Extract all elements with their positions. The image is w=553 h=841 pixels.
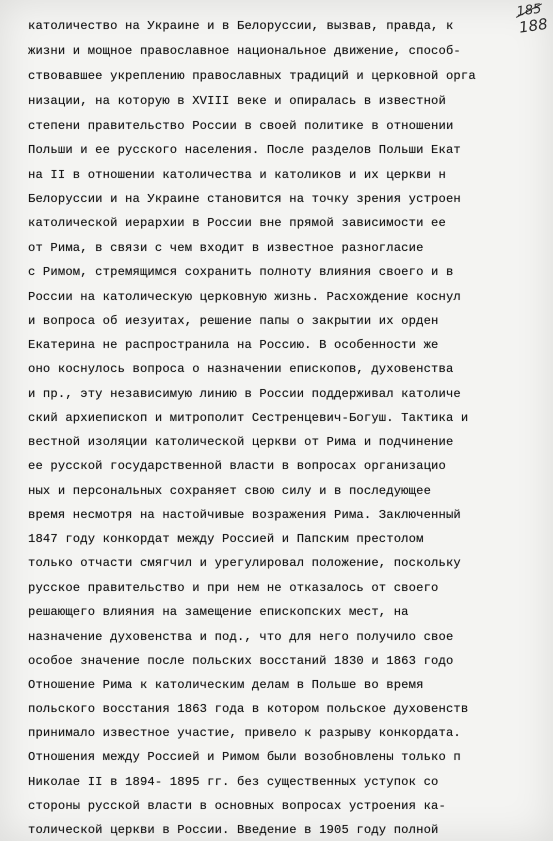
text-line: Польши и ее русского населения. После разделов Польши Екат [28,143,461,157]
page-number: 188 [517,14,549,37]
text-line: Отношение Рима к католическим делам в Польше во время [28,678,424,692]
text-line: ных и персональных сохраняет свою силу и в последующее [28,484,432,498]
text-line: степени правительство России в своей политике в отношении [28,119,454,133]
text-line: с Римом, стремящимся сохранить полноту влияния своего и в [28,265,454,279]
text-line: ский архиепископ и митрополит Сестренцевич-Богуш. Тактика и [28,411,469,425]
text-line: польского восстания 1863 года в котором польское духовенств [28,702,469,716]
text-line: католичество на Украине и в Белоруссии, вызвав, правда, к [28,19,454,33]
text-line: России на католическую церковную жизнь. Расхождение коснул [28,290,461,304]
text-line: низации, на которую в XVIII веке и опиралась в известной [28,94,446,108]
text-line: Екатерина не распространила на Россию. В особенности же [28,338,439,352]
text-line: на II в отношении католичества и католиков и их церкви н [28,168,446,182]
text-line: толической церкви в России. Введение в 1905 году полной [28,823,439,837]
text-line: принимало известное участие, привело к разрыву конкордата. [28,726,461,740]
text-line: католической иерархии в России вне прямой зависимости ее [28,216,446,230]
text-line: и пр., эту независимую линию в России поддерживал католиче [28,387,461,401]
text-line: назначение духовенства и под., что для него получило свое [28,630,454,644]
text-line: ствовавшее укреплению православных традиций и церковной орга [28,69,476,83]
text-line: 1847 году конкордат между Россией и Папским престолом [28,532,424,546]
text-line: русское правительство и при нем не отказалось от своего [28,581,439,595]
text-line: только отчасти смягчил и урегулировал положение, поскольку [28,556,461,570]
text-line: стороны русской власти в основных вопросах устроения ка- [28,799,446,813]
page-number-crossed-out: 185 [515,1,543,20]
text-line: вестной изоляции католической церкви от Рима и подчинение [28,435,454,449]
text-line: решающего влияния на замещение епископских мест, на [28,605,409,619]
text-line: ее русской государственной власти в вопросах организацио [28,459,446,473]
text-line: Николае II в 1894- 1895 гг. без существенных уступок со [28,775,439,789]
text-line: особое значение после польских восстаний 1830 и 1863 годо [28,654,454,668]
text-line: и вопроса об иезуитах, решение папы о закрытии их орден [28,314,439,328]
text-line: жизни и мощное православное национальное движение, способ- [28,44,461,58]
text-line: Отношения между Россией и Римом были возобновлены только п [28,750,461,764]
text-line: время несмотря на настойчивые возражения Рима. Заключенный [28,508,461,522]
text-line: оно коснулось вопроса о назначении епископов, духовенства [28,362,454,376]
text-line: от Рима, в связи с чем входит в известное разногласие [28,241,424,255]
text-line: Белоруссии и на Украине становится на точку зрения устроен [28,192,461,206]
